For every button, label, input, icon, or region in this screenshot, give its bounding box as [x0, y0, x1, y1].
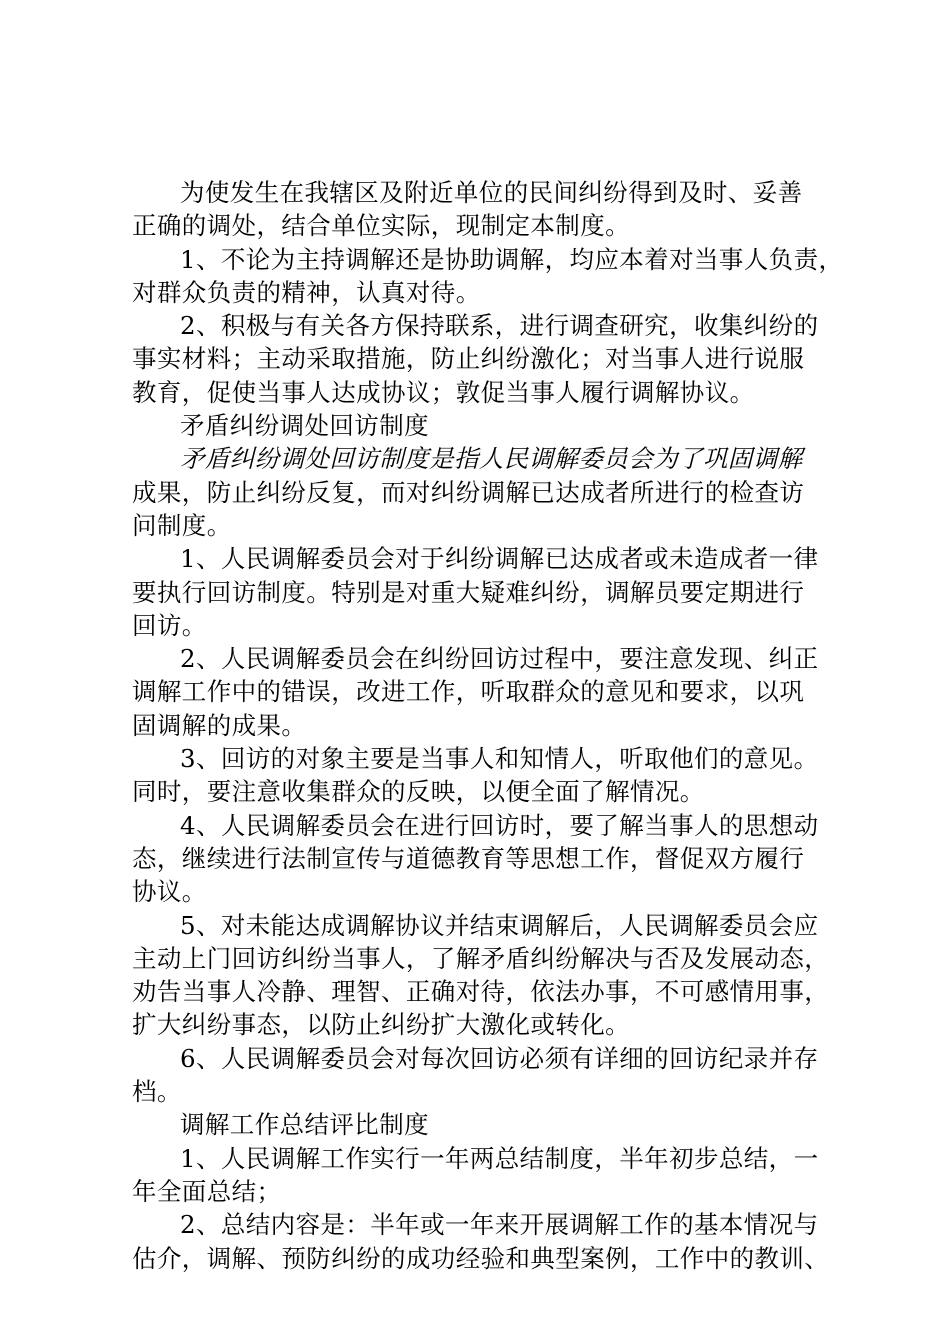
text-line: 劝告当事人冷静、理智、正确对待，依法办事，不可感情用事，	[132, 977, 830, 1007]
text-line: 对群众负责的精神，认真对待。	[132, 277, 481, 307]
text-line: 3、回访的对象主要是当事人和知情人，听取他们的意见。	[180, 744, 819, 774]
text-line: 2、总结内容是：半年或一年来开展调解工作的基本情况与	[180, 1210, 819, 1240]
text-line: 事实材料；主动采取措施，防止纠纷激化；对当事人进行说服	[132, 344, 805, 374]
text-line: 估介，调解、预防纠纷的成功经验和典型案例，工作中的教训、	[132, 1243, 830, 1273]
text-line: 调解工作总结评比制度	[180, 1110, 429, 1140]
text-line: 4、人民调解委员会在进行回访时，要了解当事人的思想动	[180, 810, 819, 840]
text-line: 年全面总结；	[132, 1176, 282, 1206]
text-line: 调解工作中的错误，改进工作，听取群众的意见和要求，以巩	[132, 677, 805, 707]
text-line: 协议。	[132, 877, 207, 907]
text-line: 1、人民调解委员会对于纠纷调解已达成者或未造成者一律	[180, 544, 819, 574]
text-line: 正确的调处，结合单位实际，现制定本制度。	[132, 211, 630, 241]
text-line: 1、人民调解工作实行一年两总结制度，半年初步总结，一	[180, 1143, 819, 1173]
text-line: 矛盾纠纷调处回访制度	[180, 411, 429, 441]
text-line: 成果，防止纠纷反复，而对纠纷调解已达成者所进行的检查访	[132, 477, 805, 507]
text-line: 2、积极与有关各方保持联系，进行调查研究，收集纠纷的	[180, 311, 819, 341]
text-line: 矛盾纠纷调处回访制度是指人民调解委员会为了巩固调解	[180, 444, 803, 474]
text-line: 固调解的成果。	[132, 710, 307, 740]
text-line: 同时，要注意收集群众的反映，以便全面了解情况。	[132, 777, 705, 807]
text-line: 为使发生在我辖区及附近单位的民间纠纷得到及时、妥善	[180, 178, 803, 207]
document-body	[132, 176, 844, 1275]
text-line: 主动上门回访纠纷当事人，了解矛盾纠纷解决与否及发展动态，	[132, 943, 830, 973]
text-line: 1、不论为主持调解还是协助调解，均应本着对当事人负责，	[180, 244, 844, 274]
text-line: 5、对未能达成调解协议并结束调解后，人民调解委员会应	[180, 910, 819, 940]
text-line: 2、人民调解委员会在纠纷回访过程中，要注意发现、纠正	[180, 644, 819, 674]
text-line: 教育，促使当事人达成协议；敦促当事人履行调解协议。	[132, 377, 755, 407]
text-line: 问制度。	[132, 510, 232, 540]
text-line: 档。	[132, 1077, 182, 1107]
text-line: 要执行回访制度。特别是对重大疑难纠纷，调解员要定期进行	[132, 577, 805, 607]
text-line: 扩大纠纷事态，以防止纠纷扩大激化或转化。	[132, 1010, 630, 1040]
text-line: 回访。	[132, 610, 207, 640]
text-line: 6、人民调解委员会对每次回访必须有详细的回访纪录并存	[180, 1043, 819, 1073]
text-line: 态，继续进行法制宣传与道德教育等思想工作，督促双方履行	[132, 843, 805, 873]
